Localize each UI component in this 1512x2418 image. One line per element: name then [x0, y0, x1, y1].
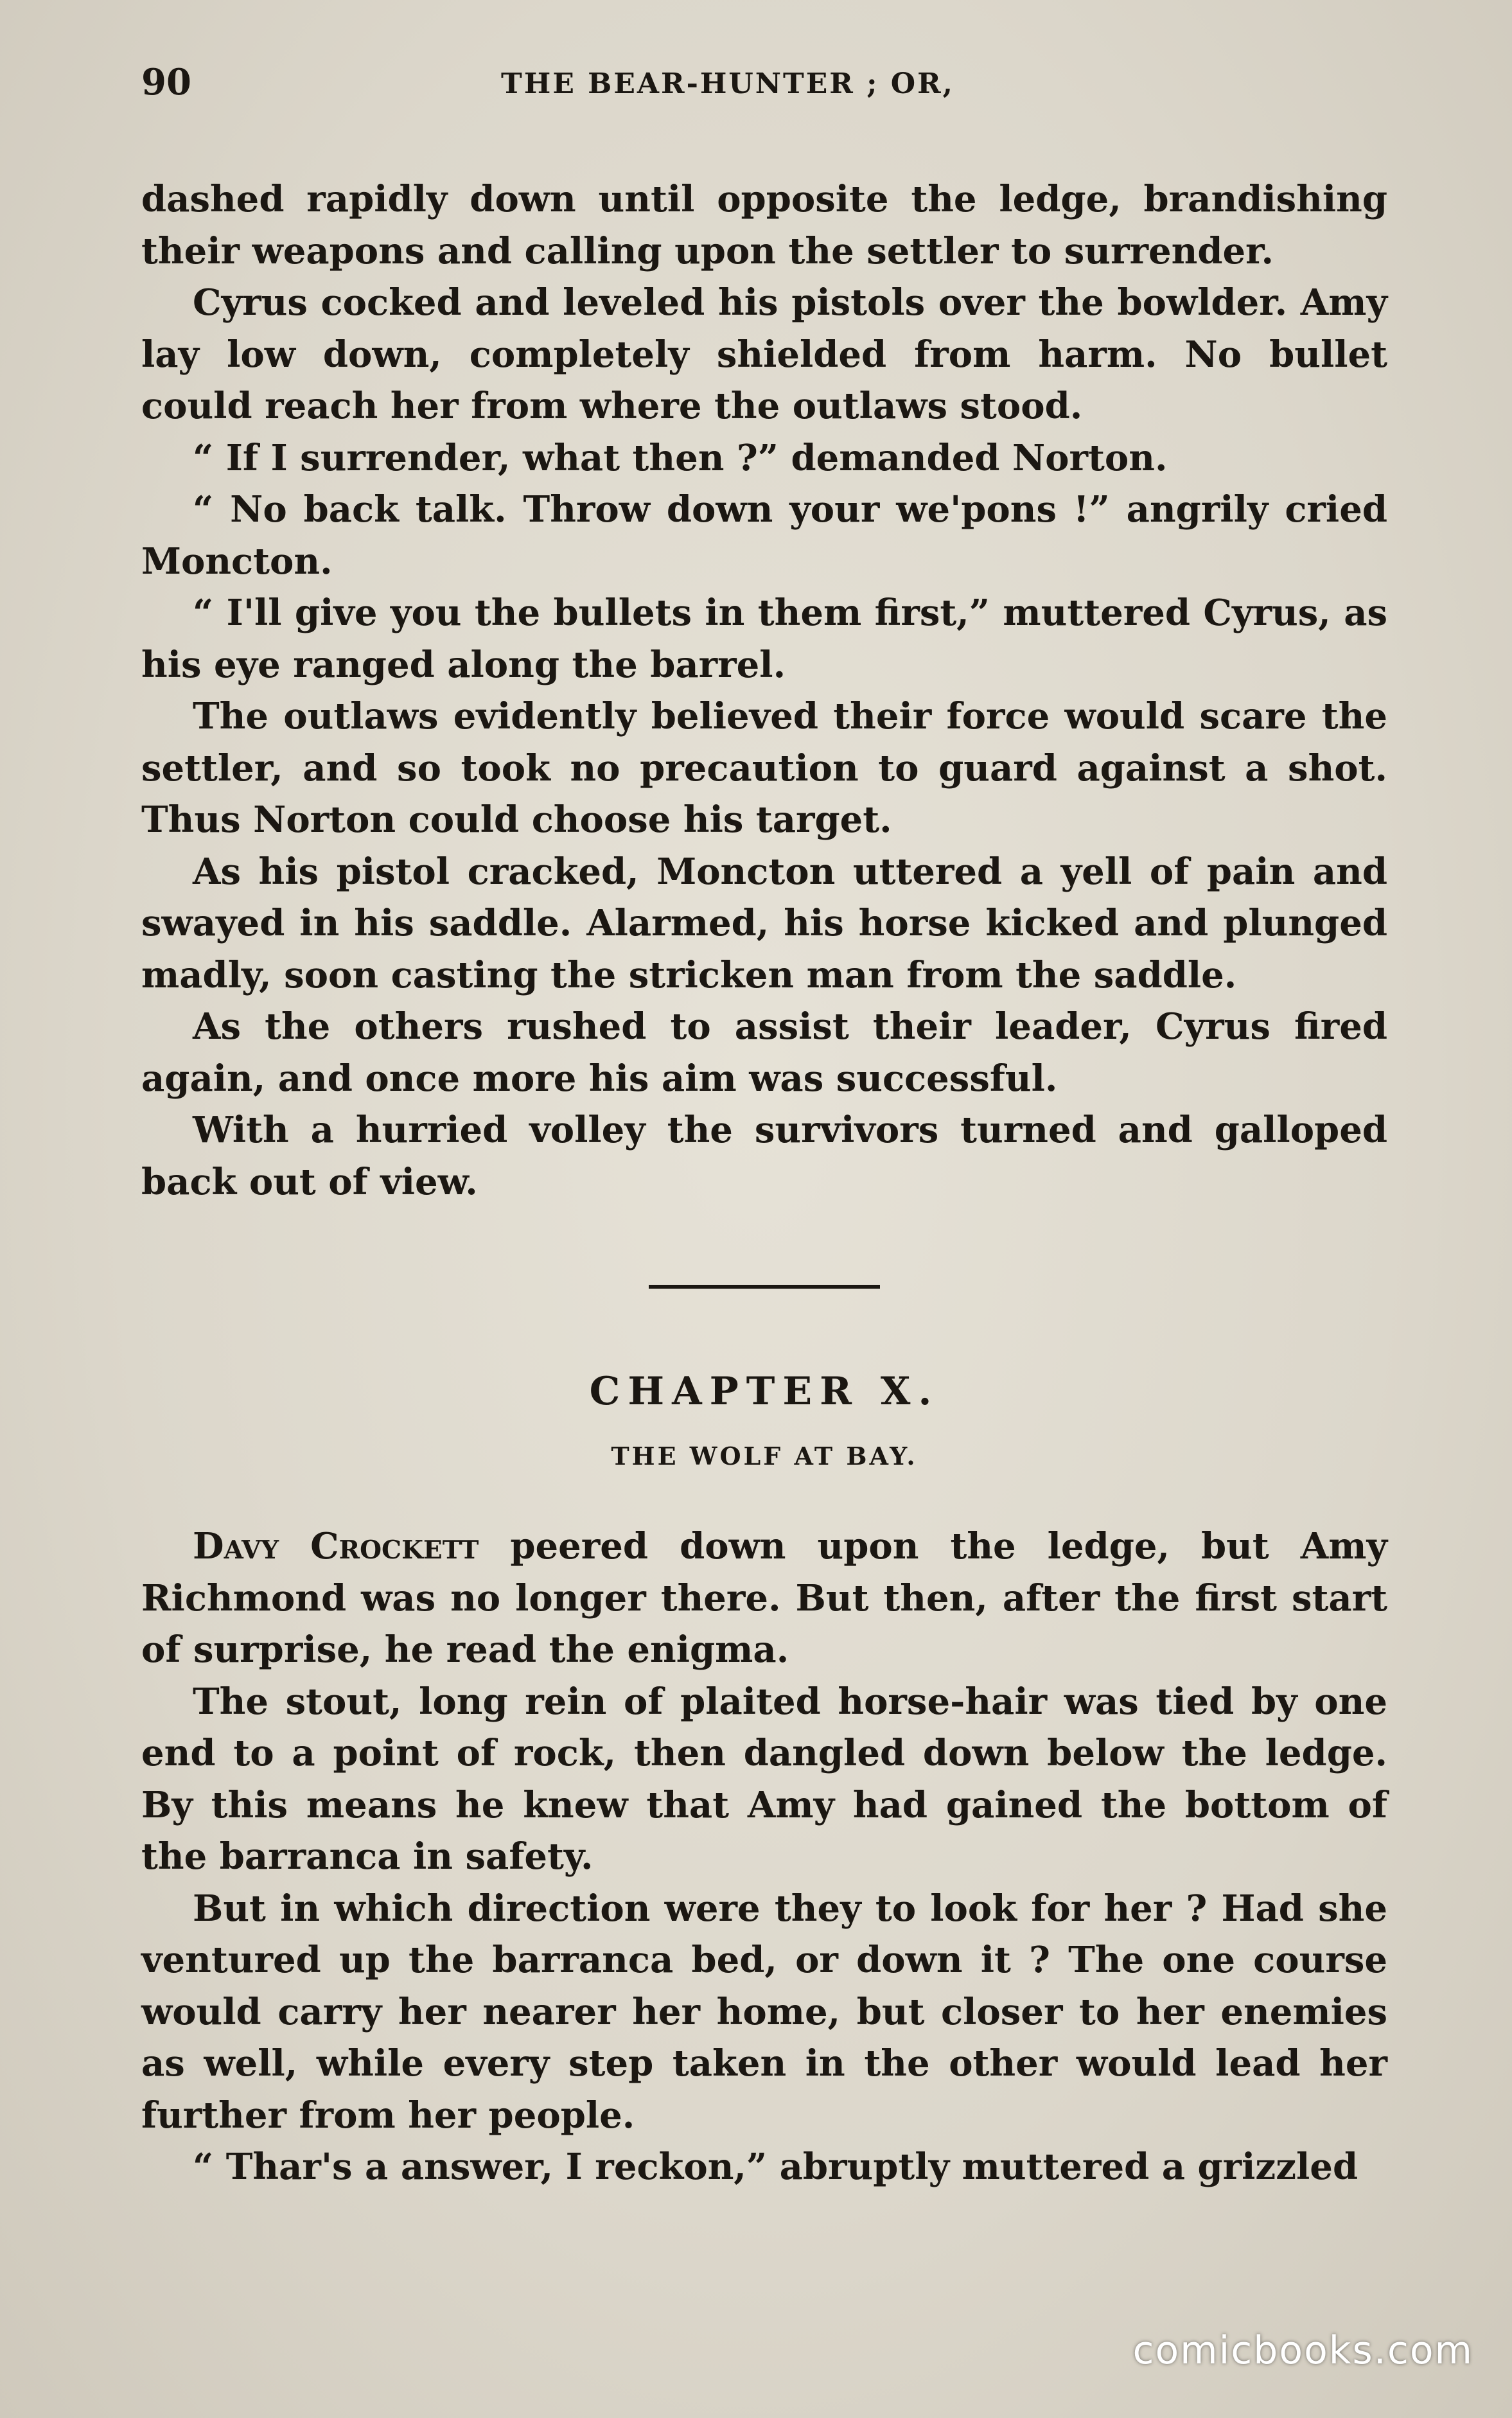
paragraph: dashed rapidly down until opposite the ledge, brandishing their weapons and calling upon the settler to surrender.: [141, 178, 1387, 272]
opening-text: peered down upon the ledge, but Amy Richmond was no longer there. But then, after the first start of surprise, he read the enigma.: [141, 1525, 1387, 1671]
paragraph: As the others rushed to assist their leader, Cyrus fired again, and once more his aim was successful.: [141, 1005, 1387, 1100]
paragraph: “ I'll give you the bullets in them first,” muttered Cyrus, as his eye ranged along the barrel.: [141, 592, 1387, 686]
page-header: [141, 61, 1387, 112]
paragraph: As his pistol cracked, Moncton uttered a yell of pain and swayed in his saddle. Alarmed, his horse kicked and plunged madly, soon casting the stricken man from the saddle.: [141, 850, 1387, 996]
lead-name: Davy Crockett: [193, 1525, 479, 1567]
paragraph: Cyrus cocked and leveled his pistols over the bowlder. Amy lay low down, completely shielded from harm. No bullet could reach her from where the outlaws stood.: [141, 281, 1387, 427]
paragraph: The stout, long rein of plaited horse-hair was tied by one end to a point of rock, then dangled down below the ledge. By this means he knew that Amy had gained the bottom of the barranca in safety.: [141, 1680, 1387, 1878]
page-body: [141, 173, 1387, 2193]
paragraph: “ No back talk. Throw down your we'pons !” angrily cried Moncton.: [141, 488, 1387, 583]
paragraph: But in which direction were they to look for her ? Had she ventured up the barranca bed, or down it ? The one course would carry her nearer her home, but closer to her enemies as well, while every step taken in the other would lead her further from her people.: [141, 1887, 1387, 2137]
running-head: THE BEAR-HUNTER ; OR,: [501, 67, 954, 100]
section-divider: [649, 1285, 880, 1289]
paragraph: “ If I surrender, what then ?” demanded Norton.: [193, 436, 1168, 479]
paragraph: The outlaws evidently believed their force would scare the settler, and so took no precaution to guard against a shot. Thus Norton could choose his target.: [141, 695, 1387, 841]
chapter-title: CHAPTER X.: [589, 1369, 940, 1414]
paragraph: “ Thar's a answer, I reckon,” abruptly muttered a grizzled: [193, 2146, 1358, 2188]
page-number: 90: [141, 61, 191, 103]
paragraph: With a hurried volley the survivors turned and galloped back out of view.: [141, 1109, 1387, 1203]
watermark: comicbooks.com: [1132, 2328, 1473, 2373]
chapter-opening-paragraph: [141, 1521, 1387, 1676]
chapter-subtitle: THE WOLF AT BAY.: [611, 1441, 918, 1470]
